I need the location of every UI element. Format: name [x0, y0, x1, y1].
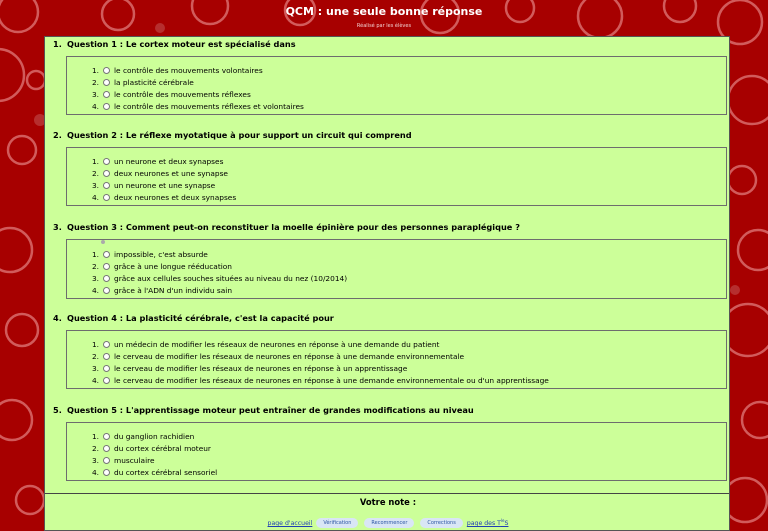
answer-number: 4.: [91, 376, 99, 385]
link-prefix: page des T: [466, 520, 501, 528]
answer-number: 2.: [91, 444, 99, 453]
question-number: 5.: [53, 405, 62, 415]
question-number: 2.: [53, 130, 62, 140]
radio-button[interactable]: [103, 469, 110, 476]
answer-text: musculaire: [114, 456, 155, 465]
radio-button[interactable]: [103, 91, 110, 98]
answer-text: impossible, c'est absurde: [114, 250, 208, 259]
answer-text: grâce à l'ADN d'un individu sain: [114, 286, 232, 295]
answer-number: 3.: [91, 364, 99, 373]
question-heading: [53, 222, 520, 232]
answer-box: [66, 330, 727, 389]
answer-option[interactable]: [83, 101, 304, 113]
radio-button[interactable]: [103, 433, 110, 440]
answer-number: 2.: [91, 262, 99, 271]
answer-number: 1.: [91, 432, 99, 441]
radio-button[interactable]: [103, 182, 110, 189]
verify-button[interactable]: Vérification: [316, 518, 358, 528]
question-number: 3.: [53, 222, 62, 232]
answer-number: 3.: [91, 456, 99, 465]
answer-text: deux neurones et une synapse: [114, 169, 228, 178]
answer-option[interactable]: [83, 273, 347, 285]
answer-number: 4.: [91, 286, 99, 295]
answer-option[interactable]: [83, 156, 223, 168]
answer-text: le cerveau de modifier les réseaux de neurones en réponse à une demande environnementale ou d'un apprentissage: [114, 376, 549, 385]
marker-dot: [101, 240, 105, 244]
answer-number: 4.: [91, 468, 99, 477]
answer-text: un neurone et deux synapses: [114, 157, 224, 166]
answer-text: la plasticité cérébrale: [114, 78, 194, 87]
radio-button[interactable]: [103, 275, 110, 282]
answer-text: grâce à une longue rééducation: [114, 262, 232, 271]
answer-option[interactable]: [83, 192, 236, 204]
answer-number: 2.: [91, 169, 99, 178]
answer-box: [66, 422, 727, 481]
home-link[interactable]: page d'accueil: [267, 520, 313, 528]
answer-number: 2.: [91, 78, 99, 87]
quiz-panel: [44, 36, 730, 531]
answer-number: 3.: [91, 181, 99, 190]
radio-button[interactable]: [103, 457, 110, 464]
answer-text: du cortex cérébral sensoriel: [114, 468, 218, 477]
question-text: Question 4 : La plasticité cérébrale, c'est la capacité pour: [67, 313, 334, 323]
score-label: Votre note :: [359, 497, 417, 507]
answer-text: le contrôle des mouvements volontaires: [114, 66, 263, 75]
answer-text: le cerveau de modifier les réseaux de neurones en réponse à une demande environnementale: [114, 352, 465, 361]
radio-button[interactable]: [103, 263, 110, 270]
answer-number: 1.: [91, 157, 99, 166]
answer-option[interactable]: [83, 455, 155, 467]
answer-number: 4.: [91, 102, 99, 111]
answer-number: 2.: [91, 352, 99, 361]
question-text: Question 1 : Le cortex moteur est spécialisé dans: [67, 39, 296, 49]
page-title: QCM : une seule bonne réponse: [285, 5, 483, 18]
answer-text: le cerveau de modifier les réseaux de neurones en réponse à un apprentissage: [114, 364, 408, 373]
answer-text: du ganglion rachidien: [114, 432, 195, 441]
answer-text: grâce aux cellules souches situées au niveau du nez (10/2014): [114, 274, 348, 283]
radio-button[interactable]: [103, 445, 110, 452]
answer-number: 1.: [91, 250, 99, 259]
answer-option[interactable]: [83, 363, 407, 375]
answer-text: un médecin de modifier les réseaux de neurones en réponse à une demande du patient: [114, 340, 440, 349]
radio-button[interactable]: [103, 79, 110, 86]
question-text: Question 5 : L'apprentissage moteur peut entraîner de grandes modifications au niveau: [67, 405, 474, 415]
answer-option[interactable]: [83, 89, 251, 101]
answer-option[interactable]: [83, 261, 232, 273]
answer-option[interactable]: [83, 180, 215, 192]
radio-button[interactable]: [103, 194, 110, 201]
answer-option[interactable]: [83, 443, 211, 455]
answer-option[interactable]: [83, 431, 194, 443]
answer-option[interactable]: [83, 65, 263, 77]
radio-button[interactable]: [103, 67, 110, 74]
radio-button[interactable]: [103, 341, 110, 348]
answer-text: deux neurones et deux synapses: [114, 193, 237, 202]
restart-button[interactable]: Recommencer: [364, 518, 414, 528]
radio-button[interactable]: [103, 377, 110, 384]
radio-button[interactable]: [103, 365, 110, 372]
answer-option[interactable]: [83, 249, 208, 261]
answer-box: [66, 56, 727, 115]
question-heading: [53, 39, 296, 49]
score-divider: [45, 493, 730, 494]
question-text: Question 3 : Comment peut-on reconstituer la moelle épinière pour des personnes paraplégique ?: [67, 222, 520, 232]
footer-bar: [45, 518, 730, 528]
link-superscript: le: [500, 518, 505, 523]
answer-text: du cortex cérébral moteur: [114, 444, 211, 453]
radio-button[interactable]: [103, 158, 110, 165]
question-number: 1.: [53, 39, 62, 49]
answer-text: un neurone et une synapse: [114, 181, 216, 190]
answer-box: [66, 239, 727, 299]
radio-button[interactable]: [103, 353, 110, 360]
question-text: Question 2 : Le réflexe myotatique à pour support un circuit qui comprend: [67, 130, 412, 140]
link-suffix: S: [504, 520, 509, 528]
radio-button[interactable]: [103, 251, 110, 258]
question-heading: [53, 405, 474, 415]
radio-button[interactable]: [103, 103, 110, 110]
answer-text: le contrôle des mouvements réflexes: [114, 90, 251, 99]
answer-option[interactable]: [83, 467, 217, 479]
answer-box: [66, 147, 727, 206]
answer-number: 3.: [91, 274, 99, 283]
answer-option[interactable]: [83, 168, 228, 180]
answer-text: le contrôle des mouvements réflexes et volontaires: [114, 102, 304, 111]
answer-number: 4.: [91, 193, 99, 202]
answer-number: 3.: [91, 90, 99, 99]
question-heading: [53, 313, 334, 323]
terminale-s-link[interactable]: [467, 520, 509, 527]
answer-option[interactable]: [83, 285, 232, 297]
question-heading: [53, 130, 412, 140]
radio-button[interactable]: [103, 287, 110, 294]
answer-number: 1.: [91, 340, 99, 349]
answer-option[interactable]: [83, 77, 194, 89]
answer-option[interactable]: [83, 375, 549, 387]
answer-option[interactable]: [83, 339, 439, 351]
question-number: 4.: [53, 313, 62, 323]
page-subtitle: Réalisé par les élèves: [356, 23, 412, 29]
answer-number: 1.: [91, 66, 99, 75]
answer-option[interactable]: [83, 351, 464, 363]
radio-button[interactable]: [103, 170, 110, 177]
corrections-button[interactable]: Corrections: [420, 518, 462, 528]
